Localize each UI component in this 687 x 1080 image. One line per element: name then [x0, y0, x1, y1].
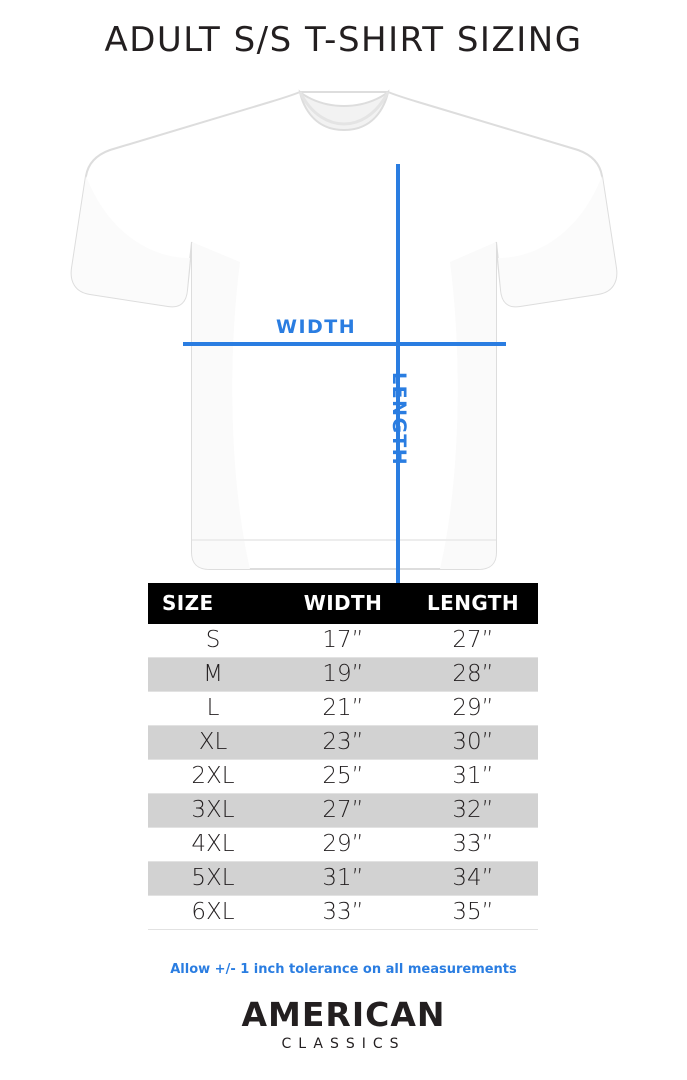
cell-size: 6XL — [148, 896, 278, 930]
table-row — [148, 658, 538, 692]
size-table-container — [148, 583, 538, 930]
table-row — [148, 794, 538, 828]
cell-length: 35” — [408, 896, 538, 930]
table-row — [148, 760, 538, 794]
cell-length: 27” — [408, 624, 538, 658]
cell-length: 34” — [408, 862, 538, 896]
tshirt-diagram — [0, 72, 687, 572]
cell-width: 19” — [278, 658, 408, 692]
table-row — [148, 726, 538, 760]
column-header-length: LENGTH — [408, 583, 538, 624]
cell-size: L — [148, 692, 278, 726]
cell-size: 5XL — [148, 862, 278, 896]
table-header-row — [148, 583, 538, 624]
cell-size: M — [148, 658, 278, 692]
cell-size: S — [148, 624, 278, 658]
table-row — [148, 624, 538, 658]
cell-size: 4XL — [148, 828, 278, 862]
width-measure-line — [183, 342, 506, 346]
table-row — [148, 896, 538, 930]
cell-width: 23” — [278, 726, 408, 760]
cell-width: 21” — [278, 692, 408, 726]
column-header-width: WIDTH — [278, 583, 408, 624]
size-table — [148, 583, 538, 930]
length-label: LENGTH — [388, 372, 410, 467]
cell-length: 30” — [408, 726, 538, 760]
cell-length: 32” — [408, 794, 538, 828]
cell-width: 25” — [278, 760, 408, 794]
width-label: WIDTH — [276, 316, 357, 338]
tolerance-note: Allow +/- 1 inch tolerance on all measurements — [170, 962, 517, 977]
cell-width: 17” — [278, 624, 408, 658]
cell-length: 31” — [408, 760, 538, 794]
table-row — [148, 692, 538, 726]
brand-name: AMERICAN — [241, 995, 446, 1034]
size-table-head — [148, 583, 538, 624]
size-table-body — [148, 624, 538, 930]
page-title: ADULT S/S T-SHIRT SIZING — [104, 20, 583, 60]
brand-subtitle: CLASSICS — [281, 1036, 406, 1052]
table-row — [148, 828, 538, 862]
cell-size: XL — [148, 726, 278, 760]
cell-width: 33” — [278, 896, 408, 930]
cell-width: 29” — [278, 828, 408, 862]
cell-width: 31” — [278, 862, 408, 896]
column-header-size: SIZE — [148, 583, 278, 624]
cell-length: 29” — [408, 692, 538, 726]
table-row — [148, 862, 538, 896]
cell-size: 3XL — [148, 794, 278, 828]
cell-size: 2XL — [148, 760, 278, 794]
cell-length: 28” — [408, 658, 538, 692]
cell-width: 27” — [278, 794, 408, 828]
cell-length: 33” — [408, 828, 538, 862]
